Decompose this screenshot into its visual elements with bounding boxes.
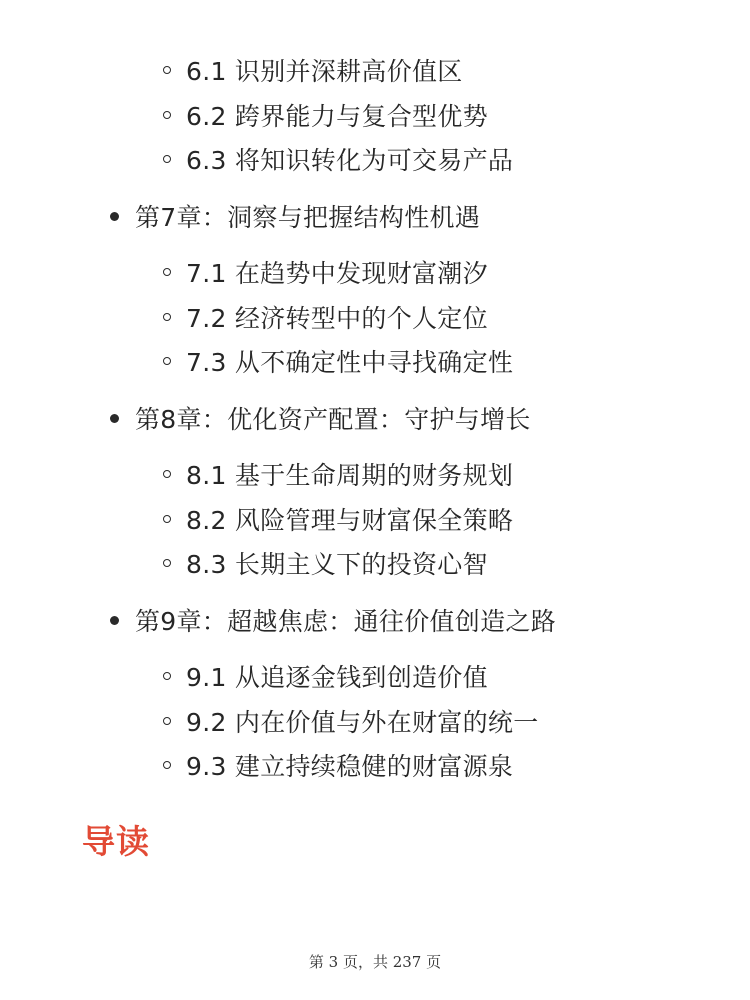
solid-bullet-icon [110, 616, 119, 625]
toc-subsection-label: 7.3 从不确定性中寻找确定性 [186, 348, 514, 377]
toc-chapter-9[interactable] [110, 600, 556, 640]
toc-subsection-7-3[interactable] [163, 341, 513, 381]
toc-subsection-label: 9.2 内在价值与外在财富的统一 [186, 708, 539, 737]
solid-bullet-icon [110, 414, 119, 423]
toc-subsection-label: 8.1 基于生命周期的财务规划 [186, 461, 514, 490]
hollow-bullet-icon [163, 717, 171, 725]
toc-chapter-label: 第7章：洞察与把握结构性机遇 [135, 203, 481, 232]
toc-subsection-label: 9.3 建立持续稳健的财富源泉 [186, 752, 514, 781]
hollow-bullet-icon [163, 357, 171, 365]
toc-subsection-9-1[interactable] [163, 656, 488, 696]
toc-chapter-label: 第9章：超越焦虑：通往价值创造之路 [135, 607, 557, 636]
toc-subsection-label: 6.1 识别并深耕高价值区 [186, 57, 463, 86]
hollow-bullet-icon [163, 515, 171, 523]
toc-subsection-label: 6.2 跨界能力与复合型优势 [186, 102, 488, 131]
toc-subsection-9-3[interactable] [163, 745, 513, 785]
hollow-bullet-icon [163, 66, 171, 74]
toc-subsection-9-2[interactable] [163, 701, 539, 741]
toc-subsection-label: 7.2 经济转型中的个人定位 [186, 304, 488, 333]
toc-chapter-8[interactable] [110, 398, 531, 438]
toc-subsection-label: 7.1 在趋势中发现财富潮汐 [186, 259, 488, 288]
hollow-bullet-icon [163, 111, 171, 119]
toc-subsection-label: 6.3 将知识转化为可交易产品 [186, 146, 514, 175]
hollow-bullet-icon [163, 155, 171, 163]
toc-chapter-label: 第8章：优化资产配置：守护与增长 [135, 405, 531, 434]
toc-subsection-8-3[interactable] [163, 543, 488, 583]
toc-subsection-label: 8.3 长期主义下的投资心智 [186, 550, 488, 579]
hollow-bullet-icon [163, 268, 171, 276]
hollow-bullet-icon [163, 672, 171, 680]
toc-subsection-6-1[interactable] [163, 50, 463, 90]
hollow-bullet-icon [163, 470, 171, 478]
toc-subsection-label: 9.1 从追逐金钱到创造价值 [186, 663, 488, 692]
hollow-bullet-icon [163, 313, 171, 321]
toc-chapter-7[interactable] [110, 196, 480, 236]
solid-bullet-icon [110, 212, 119, 221]
section-heading: 导读 [82, 822, 150, 861]
toc-subsection-6-2[interactable] [163, 95, 488, 135]
toc-subsection-6-3[interactable] [163, 139, 513, 179]
toc-subsection-7-1[interactable] [163, 252, 488, 292]
toc-subsection-8-2[interactable] [163, 499, 513, 539]
hollow-bullet-icon [163, 559, 171, 567]
hollow-bullet-icon [163, 761, 171, 769]
page-number-footer: 第 3 页，共 237 页 [308, 953, 442, 971]
toc-subsection-7-2[interactable] [163, 297, 488, 337]
toc-subsection-8-1[interactable] [163, 454, 513, 494]
toc-subsection-label: 8.2 风险管理与财富保全策略 [186, 506, 514, 535]
